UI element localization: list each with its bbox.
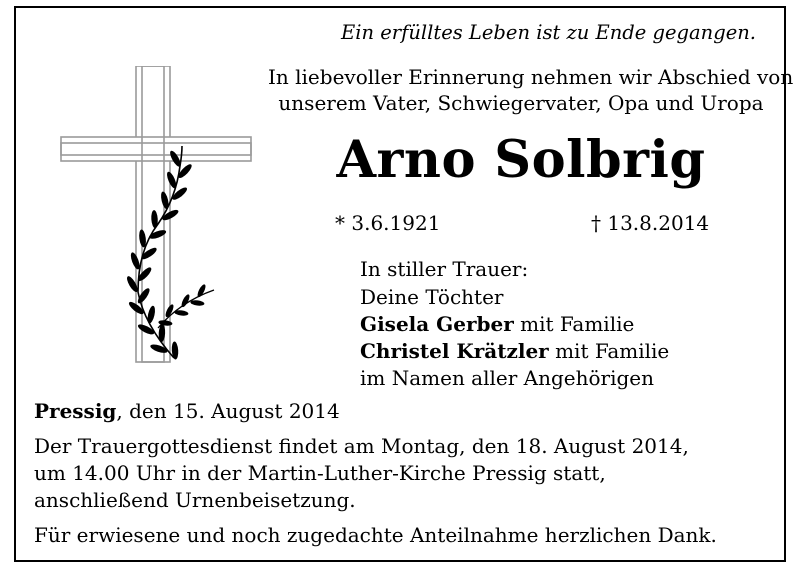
- mourner-name: Gisela Gerber: [360, 312, 514, 336]
- date: , den 15. August 2014: [116, 399, 340, 423]
- service-line-3: anschließend Urnenbeisetzung.: [34, 488, 356, 512]
- deceased-name: Arno Solbrig: [336, 130, 706, 190]
- mourners-closing: im Namen aller Angehörigen: [360, 366, 655, 390]
- cross-with-laurel-icon: [58, 66, 254, 366]
- place: Pressig: [34, 399, 117, 423]
- death-date: † 13.8.2014: [591, 211, 710, 235]
- birth-date: * 3.6.1921: [335, 211, 441, 235]
- mourners-heading: In stiller Trauer:: [360, 257, 529, 281]
- mourner-name: Christel Krätzler: [360, 339, 549, 363]
- intro-line-1: In liebevoller Erinnerung nehmen wir Abschied von: [268, 65, 794, 89]
- mourner-suffix: mit Familie: [548, 339, 670, 363]
- mourners-line: Deine Töchter: [360, 285, 504, 309]
- mourner-family-2: [360, 341, 669, 361]
- mourner-suffix: mit Familie: [513, 312, 635, 336]
- service-line-1: Der Trauergottesdienst findet am Montag, den 18. August 2014,: [34, 434, 689, 458]
- mourner-family-1: [360, 314, 634, 334]
- intro-line-2: unserem Vater, Schwiegervater, Opa und Uropa: [278, 91, 764, 115]
- motto: Ein erfülltes Leben ist zu Ende gegangen.: [341, 21, 756, 44]
- place-date: [34, 401, 340, 421]
- service-line-2: um 14.00 Uhr in der Martin-Luther-Kirche Pressig statt,: [34, 461, 606, 485]
- thanks-line: Für erwiesene und noch zugedachte Anteilnahme herzlichen Dank.: [34, 523, 717, 547]
